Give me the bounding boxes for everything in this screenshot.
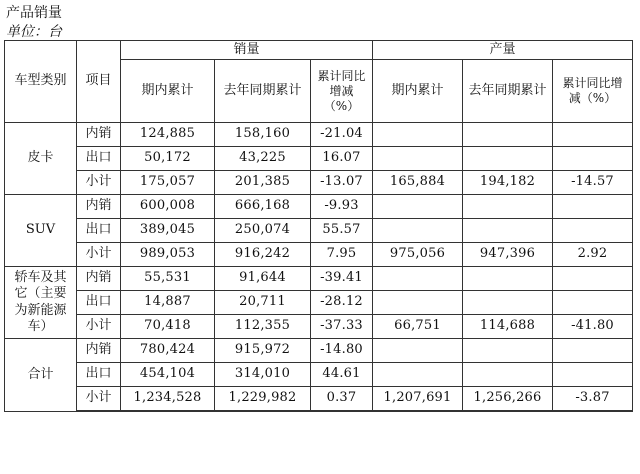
vehicle-type-cell: SUV [5,195,77,267]
cell-sales-yoy: -13.07 [311,171,373,195]
cell-prod-yoy [553,147,633,171]
header-sales-period: 期内累计 [121,60,215,123]
cell-prod-last-year [463,195,553,219]
unit-label: 单位：台 [6,24,62,40]
cell-sales-last-year: 1,229,982 [215,387,311,412]
cell-sales-yoy: -14.80 [311,339,373,363]
item-cell: 内销 [77,123,121,147]
cell-prod-last-year [463,219,553,243]
cell-prod-yoy: -41.80 [553,315,633,339]
header-sales-last-year: 去年同期累计 [215,60,311,123]
group-header-sales: 销量 [121,41,373,60]
cell-sales-period: 1,234,528 [121,387,215,412]
cell-sales-period: 14,887 [121,291,215,315]
item-cell: 小计 [77,315,121,339]
vehicle-type-cell: 皮卡 [5,123,77,195]
table-row [5,339,633,363]
table-row [5,123,633,147]
cell-sales-period: 175,057 [121,171,215,195]
cell-prod-period [373,267,463,291]
table-title: 产品销量 [6,5,62,21]
cell-prod-last-year: 114,688 [463,315,553,339]
cell-sales-last-year: 314,010 [215,363,311,387]
item-cell: 小计 [77,171,121,195]
cell-prod-period: 975,056 [373,243,463,267]
cell-prod-last-year: 947,396 [463,243,553,267]
cell-prod-last-year [463,267,553,291]
item-cell: 小计 [77,243,121,267]
header-prod-period: 期内累计 [373,60,463,123]
header-item: 项目 [77,41,121,123]
cell-prod-period [373,291,463,315]
cell-prod-period [373,219,463,243]
cell-prod-last-year [463,339,553,363]
cell-prod-yoy: -3.87 [553,387,633,412]
cell-sales-last-year: 43,225 [215,147,311,171]
cell-prod-yoy [553,291,633,315]
sales-production-table [4,40,633,412]
cell-sales-last-year: 916,242 [215,243,311,267]
cell-sales-yoy: -28.12 [311,291,373,315]
table-row [5,315,633,339]
cell-sales-period: 600,008 [121,195,215,219]
header-sales-yoy: 累计同比增减（%） [311,60,373,123]
cell-sales-period: 70,418 [121,315,215,339]
cell-prod-yoy: -14.57 [553,171,633,195]
cell-sales-last-year: 158,160 [215,123,311,147]
cell-sales-yoy: 7.95 [311,243,373,267]
item-cell: 内销 [77,195,121,219]
cell-prod-period [373,195,463,219]
cell-prod-period: 66,751 [373,315,463,339]
cell-sales-period: 454,104 [121,363,215,387]
cell-prod-yoy [553,363,633,387]
cell-prod-period [373,147,463,171]
table-row [5,291,633,315]
cell-sales-yoy: -37.33 [311,315,373,339]
group-header-row [5,41,633,60]
cell-prod-period: 165,884 [373,171,463,195]
cell-sales-yoy: 55.57 [311,219,373,243]
cell-sales-last-year: 91,644 [215,267,311,291]
table-row [5,267,633,291]
table-row [5,387,633,412]
cell-sales-yoy: -9.93 [311,195,373,219]
table-row [5,147,633,171]
cell-sales-yoy: 44.61 [311,363,373,387]
cell-prod-yoy [553,123,633,147]
cell-sales-period: 55,531 [121,267,215,291]
header-prod-last-year: 去年同期累计 [463,60,553,123]
cell-sales-last-year: 250,074 [215,219,311,243]
item-cell: 出口 [77,291,121,315]
cell-prod-period: 1,207,691 [373,387,463,412]
cell-sales-period: 124,885 [121,123,215,147]
cell-sales-yoy: -39.41 [311,267,373,291]
table-row [5,219,633,243]
cell-sales-period: 389,045 [121,219,215,243]
cell-prod-period [373,123,463,147]
header-prod-yoy: 累计同比增减（%） [553,60,633,123]
item-cell: 内销 [77,267,121,291]
item-cell: 内销 [77,339,121,363]
cell-prod-last-year [463,363,553,387]
cell-prod-last-year [463,123,553,147]
cell-prod-last-year [463,291,553,315]
cell-sales-last-year: 20,711 [215,291,311,315]
cell-sales-period: 989,053 [121,243,215,267]
cell-sales-yoy: -21.04 [311,123,373,147]
item-cell: 出口 [77,219,121,243]
cell-sales-last-year: 666,168 [215,195,311,219]
cell-prod-last-year: 194,182 [463,171,553,195]
cell-sales-last-year: 112,355 [215,315,311,339]
cell-sales-yoy: 16.07 [311,147,373,171]
table-row [5,243,633,267]
group-header-production: 产量 [373,41,633,60]
item-cell: 小计 [77,387,121,412]
cell-prod-period [373,339,463,363]
table-body [5,41,633,412]
cell-prod-yoy [553,195,633,219]
cell-prod-last-year: 1,256,266 [463,387,553,412]
vehicle-type-cell: 合计 [5,339,77,412]
vehicle-type-cell: 轿车及其它（主要为新能源车） [5,267,77,339]
cell-sales-period: 50,172 [121,147,215,171]
cell-prod-yoy: 2.92 [553,243,633,267]
cell-prod-yoy [553,219,633,243]
item-cell: 出口 [77,363,121,387]
cell-sales-last-year: 915,972 [215,339,311,363]
table-row [5,363,633,387]
item-cell: 出口 [77,147,121,171]
cell-prod-period [373,363,463,387]
table-row [5,171,633,195]
cell-prod-yoy [553,339,633,363]
cell-prod-yoy [553,267,633,291]
cell-sales-last-year: 201,385 [215,171,311,195]
cell-sales-period: 780,424 [121,339,215,363]
header-vehicle-type: 车型类别 [5,41,77,123]
cell-prod-last-year [463,147,553,171]
table-row [5,195,633,219]
cell-sales-yoy: 0.37 [311,387,373,412]
